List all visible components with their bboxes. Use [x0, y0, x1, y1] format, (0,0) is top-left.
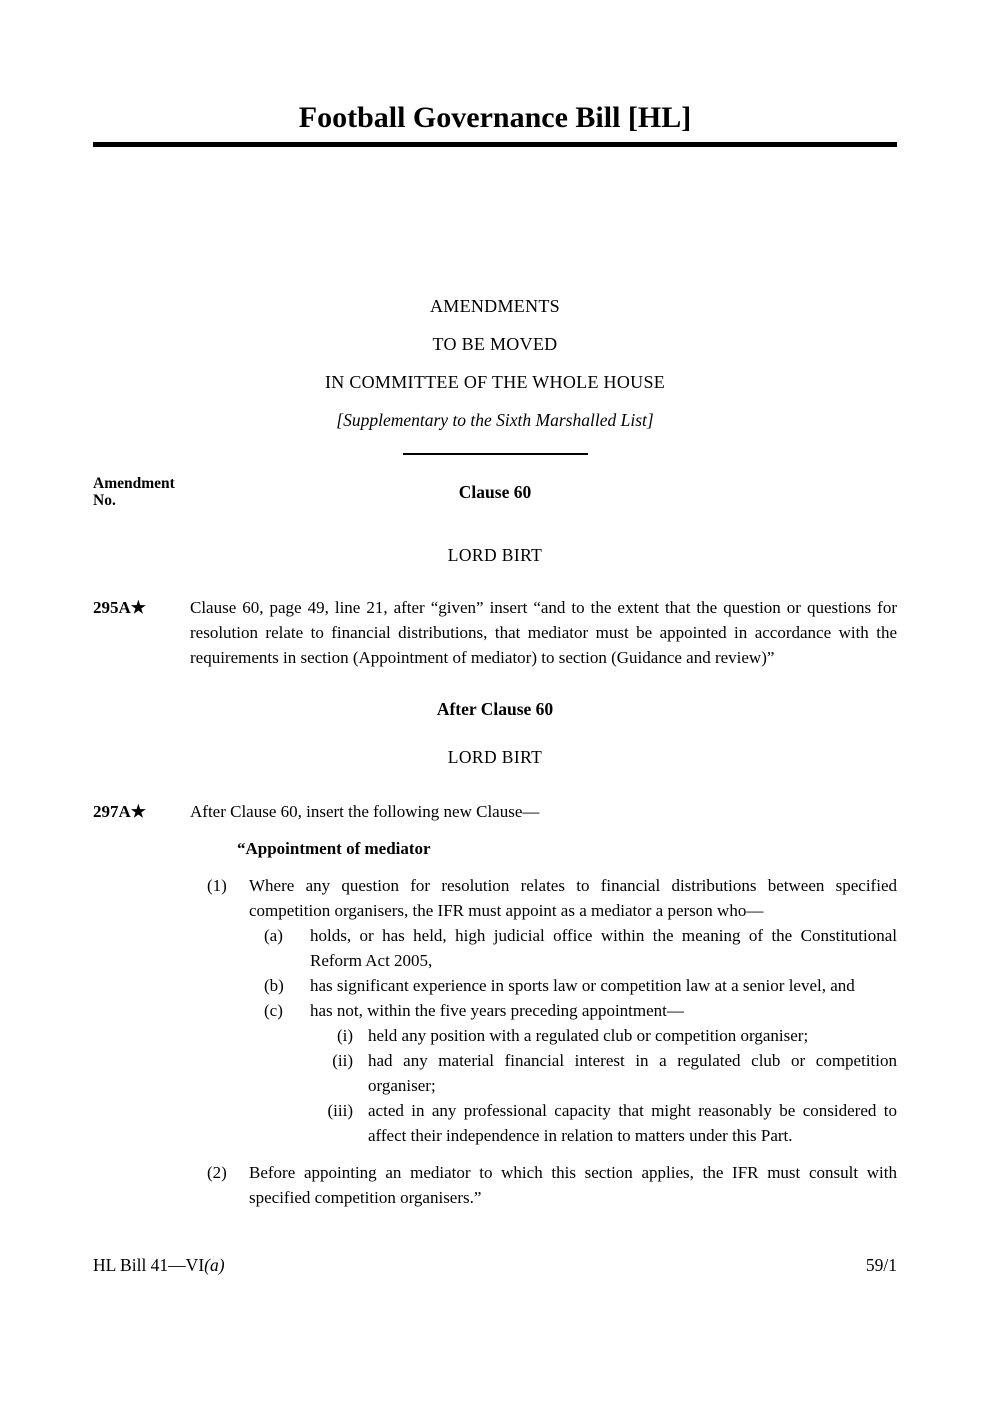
- amendment-295A-number: [93, 595, 190, 670]
- subsection-1-text: Where any question for resolution relates to financial distributions between specified competition organisers, the IFR must appoint as a mediator a person who—: [249, 876, 897, 920]
- marshalled-list-note: [Supplementary to the Sixth Marshalled List]: [336, 410, 654, 430]
- subsection-1: [207, 873, 897, 923]
- clause60-heading: Clause 60: [458, 482, 532, 502]
- section-divider-rule: [403, 453, 588, 455]
- subsection-2-marker: (2): [207, 1163, 227, 1182]
- bill-reference-text: HL Bill 41—VI: [93, 1255, 205, 1275]
- clause60-header: [93, 473, 897, 513]
- new-amendment-star-icon: ★: [130, 802, 147, 821]
- subsection-1-marker: (1): [207, 876, 227, 895]
- paragraph-b-text: has significant experience in sports law or competition law at a senior level, and: [310, 976, 855, 995]
- heading-amendments: AMENDMENTS: [429, 296, 560, 316]
- amendment-no-column-label: [93, 475, 175, 509]
- heading-committee: IN COMMITTEE OF THE WHOLE HOUSE: [324, 372, 666, 392]
- subparagraph-iii-marker: (iii): [327, 1101, 353, 1120]
- front-headings: [93, 295, 897, 431]
- bill-reference-suffix: (a): [204, 1255, 225, 1275]
- subparagraph-ii-text: had any material financial interest in a regulated club or competition organiser;: [368, 1051, 897, 1095]
- paragraph-b: [264, 973, 897, 998]
- bill-reference: [93, 1254, 225, 1276]
- bill-title: Football Governance Bill [HL]: [298, 101, 692, 134]
- after-clause60-mover: LORD BIRT: [447, 747, 543, 767]
- title-double-rule: [93, 142, 897, 147]
- subparagraph-ii: [298, 1048, 897, 1098]
- amendment-no-label-line1: Amendment: [93, 475, 175, 492]
- paragraph-c-text: has not, within the five years preceding appointment—: [310, 1001, 684, 1020]
- amendment-295A: [93, 595, 897, 670]
- amendment-no-label-line2: No.: [93, 492, 116, 509]
- amendment-number-text: 297A: [93, 802, 131, 821]
- subparagraph-i-text: held any position with a regulated club or competition organiser;: [368, 1026, 809, 1045]
- paragraph-c: [264, 998, 897, 1023]
- amendment-297A: [93, 799, 897, 824]
- amendment-295A-text: Clause 60, page 49, line 21, after “given” insert “and to the extent that the question or questions for resolution relate to financial distributions, that mediator must be appointed in accordance with the requirements in section (Appointment of mediator) to section (Guidance and review)”: [190, 598, 897, 667]
- amendment-297A-number: [93, 799, 190, 824]
- amendment-number-text: 295A: [93, 598, 131, 617]
- page-number: 59/1: [865, 1255, 897, 1275]
- clause60-mover: LORD BIRT: [447, 545, 543, 565]
- paragraph-a: [264, 923, 897, 973]
- subparagraph-iii-text: acted in any professional capacity that might reasonably be considered to affect their independence in relation to matters under this Part.: [368, 1101, 897, 1145]
- subparagraph-i: [298, 1023, 897, 1048]
- heading-to-be-moved: TO BE MOVED: [432, 334, 558, 354]
- subsection-2: [207, 1160, 897, 1210]
- subparagraph-iii: [298, 1098, 897, 1148]
- after-clause60-heading: After Clause 60: [436, 699, 554, 719]
- paragraph-c-marker: (c): [264, 1001, 283, 1020]
- paragraph-a-marker: (a): [264, 926, 283, 945]
- subsection-2-text: Before appointing an mediator to which this section applies, the IFR must consult with specified competition organisers.”: [249, 1163, 897, 1207]
- subparagraph-i-marker: (i): [336, 1026, 353, 1045]
- new-amendment-star-icon: ★: [130, 598, 147, 617]
- amendment-297A-intro: After Clause 60, insert the following new Clause—: [190, 802, 540, 821]
- paragraph-a-text: holds, or has held, high judicial office within the meaning of the Constitutional Reform Act 2005,: [310, 926, 897, 970]
- paragraph-b-marker: (b): [264, 976, 284, 995]
- page-footer: [93, 1254, 897, 1276]
- subparagraph-ii-marker: (ii): [332, 1051, 353, 1070]
- new-clause-title: “Appointment of mediator: [237, 839, 431, 858]
